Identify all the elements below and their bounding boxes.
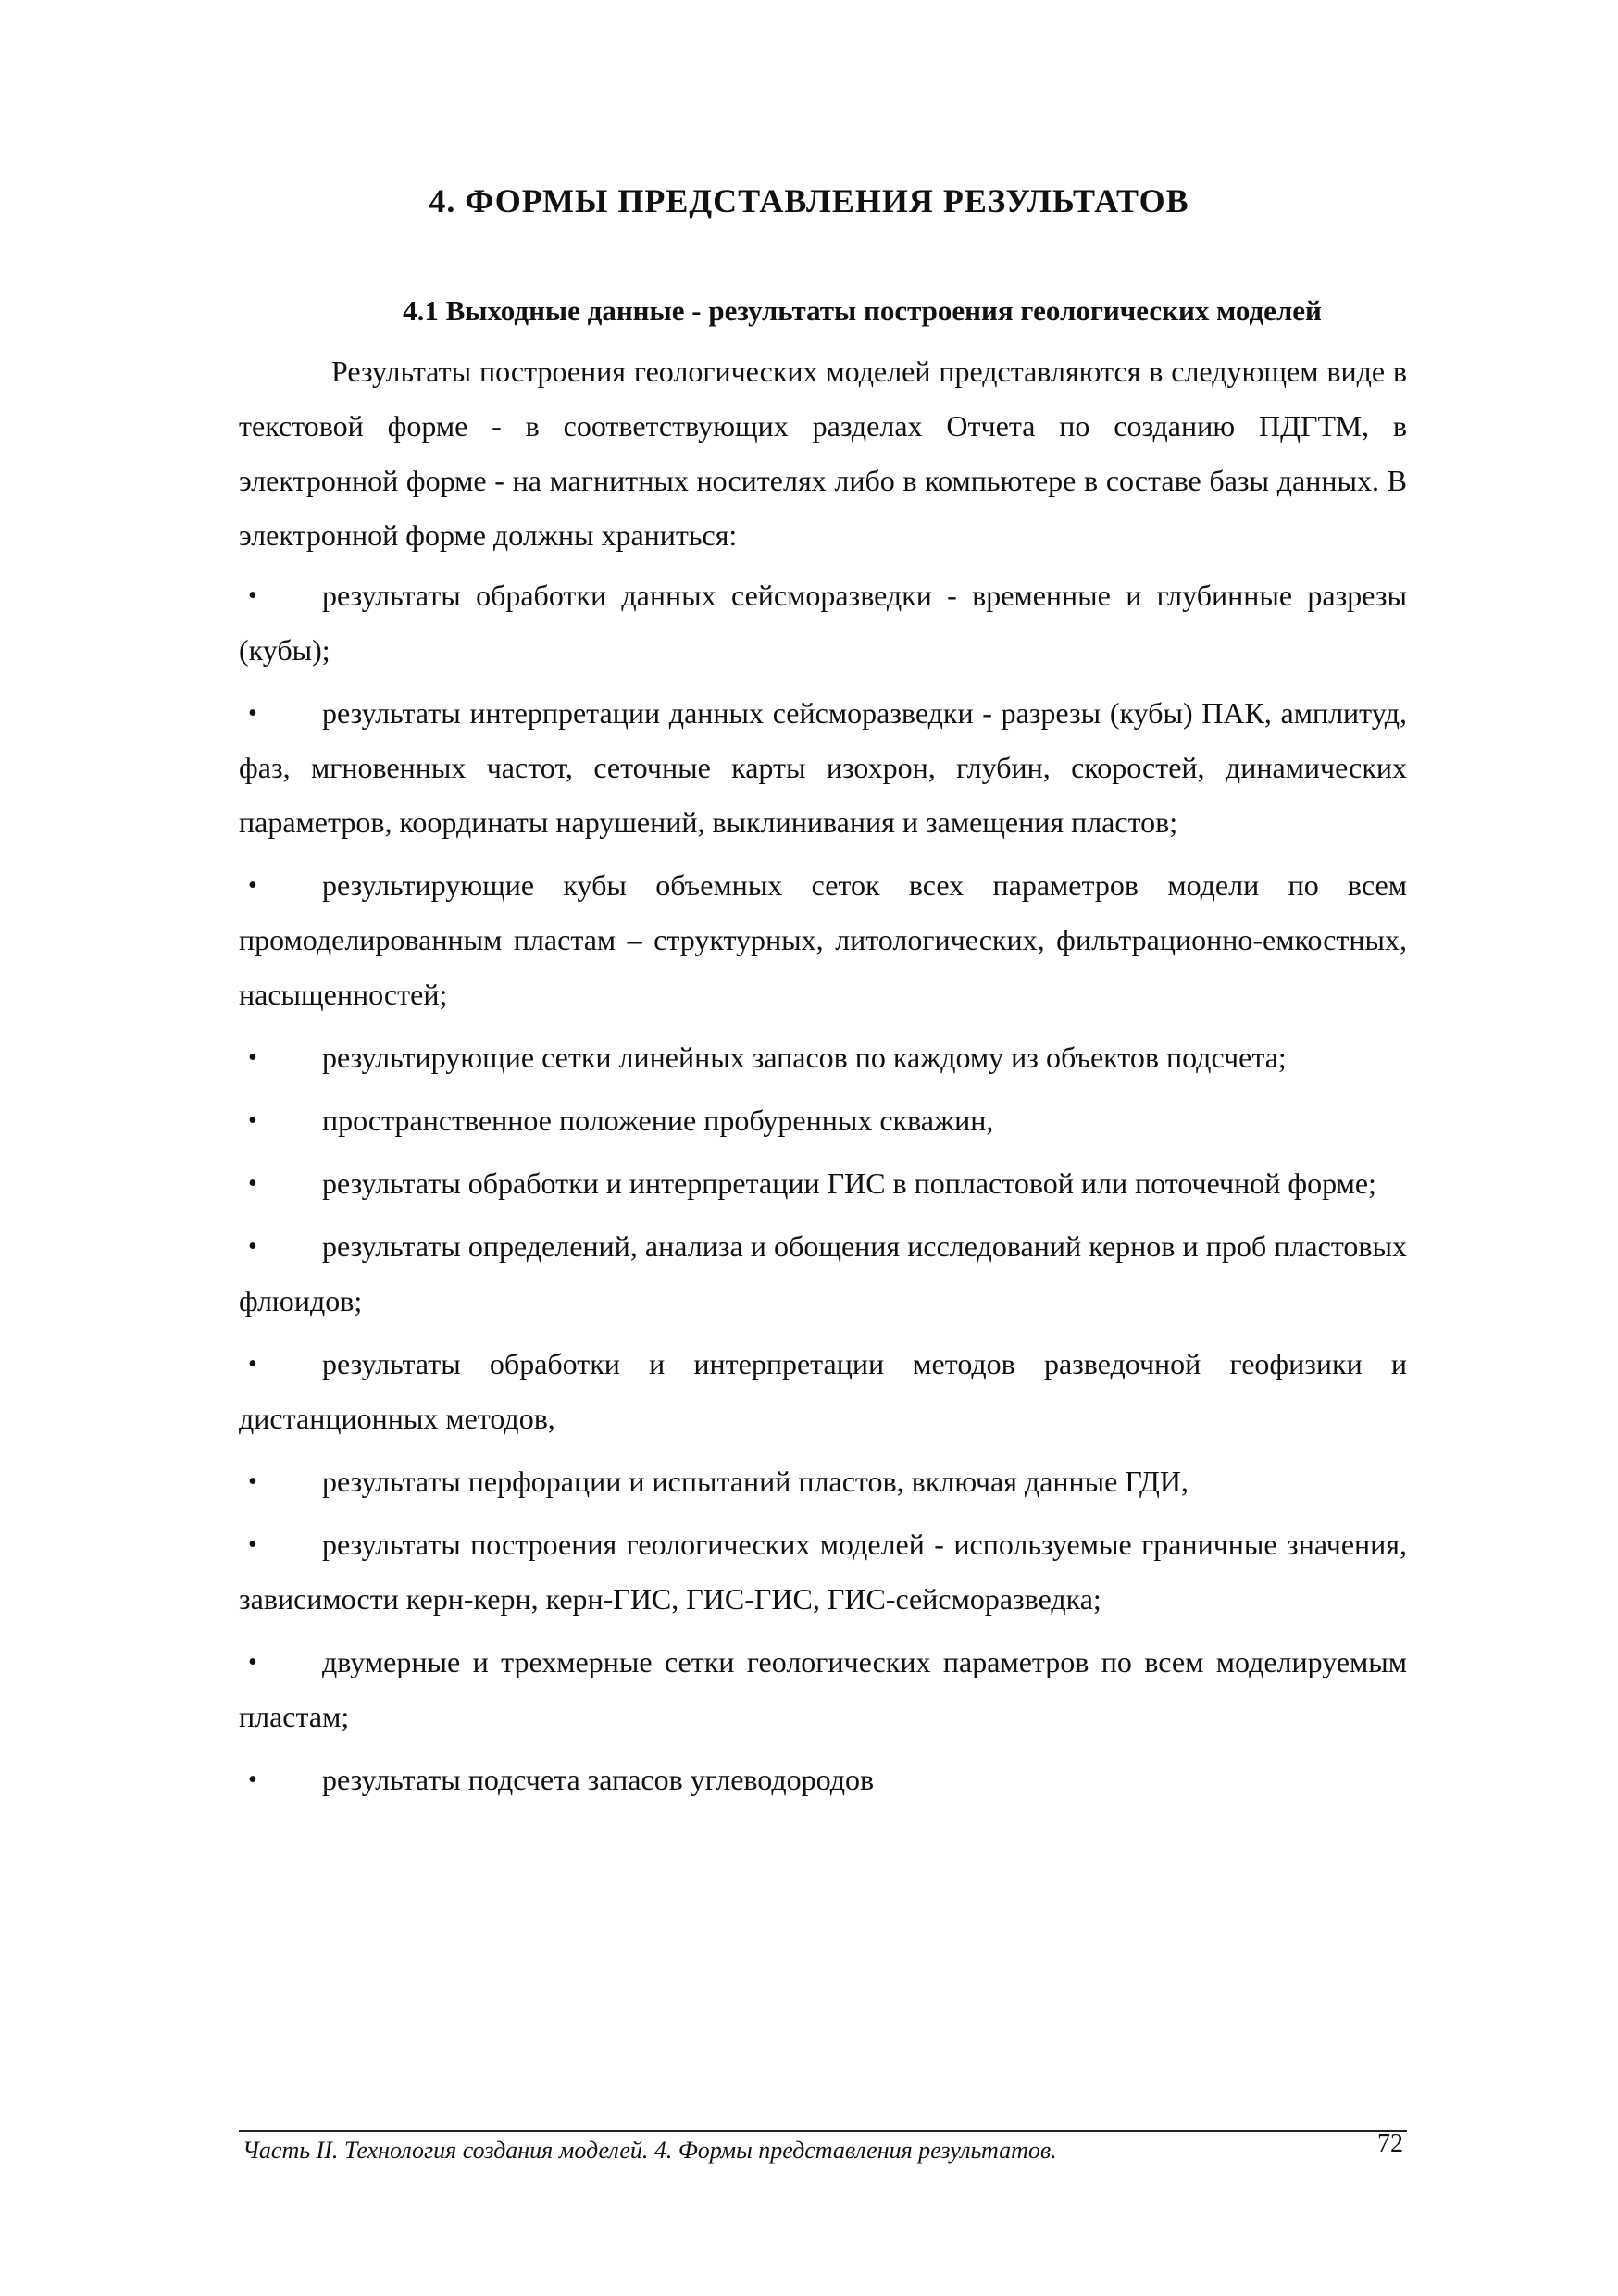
list-item-text: результаты подсчета запасов углеводородов bbox=[322, 1763, 875, 1796]
list-item bbox=[239, 1753, 1407, 1807]
list-item-text: результаты построения геологических моделей - используемые граничные значения, зависимости керн-керн, керн-ГИС, ГИС-ГИС, ГИС-сейсморазведка; bbox=[239, 1528, 1407, 1616]
list-item bbox=[239, 1635, 1407, 1744]
list-item-text: результирующие кубы объемных сеток всех параметров модели по всем промоделированным пластам – структурных, литологических, фильтрационно-емкостных, насыщенностей; bbox=[239, 868, 1407, 1011]
bullet-icon: • bbox=[248, 1169, 257, 1198]
list-item-text: результаты перфорации и испытаний пластов, включая данные ГДИ, bbox=[322, 1465, 1189, 1498]
bullet-icon: • bbox=[248, 581, 257, 610]
list-item-text: пространственное положение пробуренных скважин, bbox=[322, 1104, 994, 1137]
bullet-icon: • bbox=[248, 1530, 257, 1559]
bullet-icon: • bbox=[248, 871, 257, 900]
list-item-text: двумерные и трехмерные сетки геологических параметров по всем моделируемым пластам; bbox=[239, 1645, 1407, 1733]
list-item-text: результаты интерпретации данных сейсморазведки - разрезы (кубы) ПАК, амплитуд, фаз, мгновенных частот, сеточные карты изохрон, глубин, скоростей, динамических параметров, координаты нарушений, выклинивания и замещения пластов; bbox=[239, 696, 1407, 839]
page-number: 72 bbox=[1377, 2129, 1403, 2158]
bullet-icon: • bbox=[248, 1106, 257, 1135]
list-item bbox=[239, 1030, 1407, 1085]
bullet-icon: • bbox=[248, 1043, 257, 1072]
intro-paragraph: Результаты построения геологических моделей представляются в следующем виде в текстовой форме - в соответствующих разделах Отчета по созданию ПДГТМ, в электронной форме - на магнитных носителях либо в компьютере в составе базы данных. В электронной форме должны храниться: bbox=[239, 355, 1407, 552]
list-item bbox=[239, 686, 1407, 850]
footer-caption: Часть II. Технология создания моделей. 4. Формы представления результатов. bbox=[243, 2137, 1057, 2164]
bullet-icon: • bbox=[248, 1766, 257, 1794]
list-item bbox=[239, 1337, 1407, 1446]
list-item-text: результаты обработки и интерпретации методов разведочной геофизики и дистанционных методов, bbox=[239, 1347, 1407, 1435]
list-item bbox=[239, 1093, 1407, 1148]
list-item bbox=[239, 858, 1407, 1022]
bullet-icon: • bbox=[248, 1648, 257, 1677]
list-item bbox=[239, 1156, 1407, 1211]
list-item bbox=[239, 1517, 1407, 1627]
list-item bbox=[239, 1454, 1407, 1509]
list-item-text: результирующие сетки линейных запасов по каждому из объектов подсчета; bbox=[322, 1041, 1287, 1074]
list-item-text: результаты обработки и интерпретации ГИС в попластовой или поточечной форме; bbox=[322, 1167, 1376, 1200]
section-heading: 4.1 Выходные данные - результаты построения геологических моделей bbox=[403, 294, 1322, 327]
bullet-list bbox=[239, 568, 1407, 1816]
bullet-icon: • bbox=[248, 699, 257, 728]
list-item-text: результаты обработки данных сейсморазведки - временные и глубинные разрезы (кубы); bbox=[239, 579, 1407, 667]
bullet-icon: • bbox=[248, 1232, 257, 1261]
bullet-icon: • bbox=[248, 1467, 257, 1496]
bullet-icon: • bbox=[248, 1350, 257, 1379]
list-item bbox=[239, 1219, 1407, 1329]
list-item bbox=[239, 568, 1407, 678]
list-item-text: результаты определений, анализа и обощения исследований кернов и проб пластовых флюидов; bbox=[239, 1229, 1407, 1317]
chapter-title: 4. ФОРМЫ ПРЕДСТАВЛЕНИЯ РЕЗУЛЬТАТОВ bbox=[429, 182, 1189, 219]
footer-divider bbox=[239, 2130, 1407, 2132]
